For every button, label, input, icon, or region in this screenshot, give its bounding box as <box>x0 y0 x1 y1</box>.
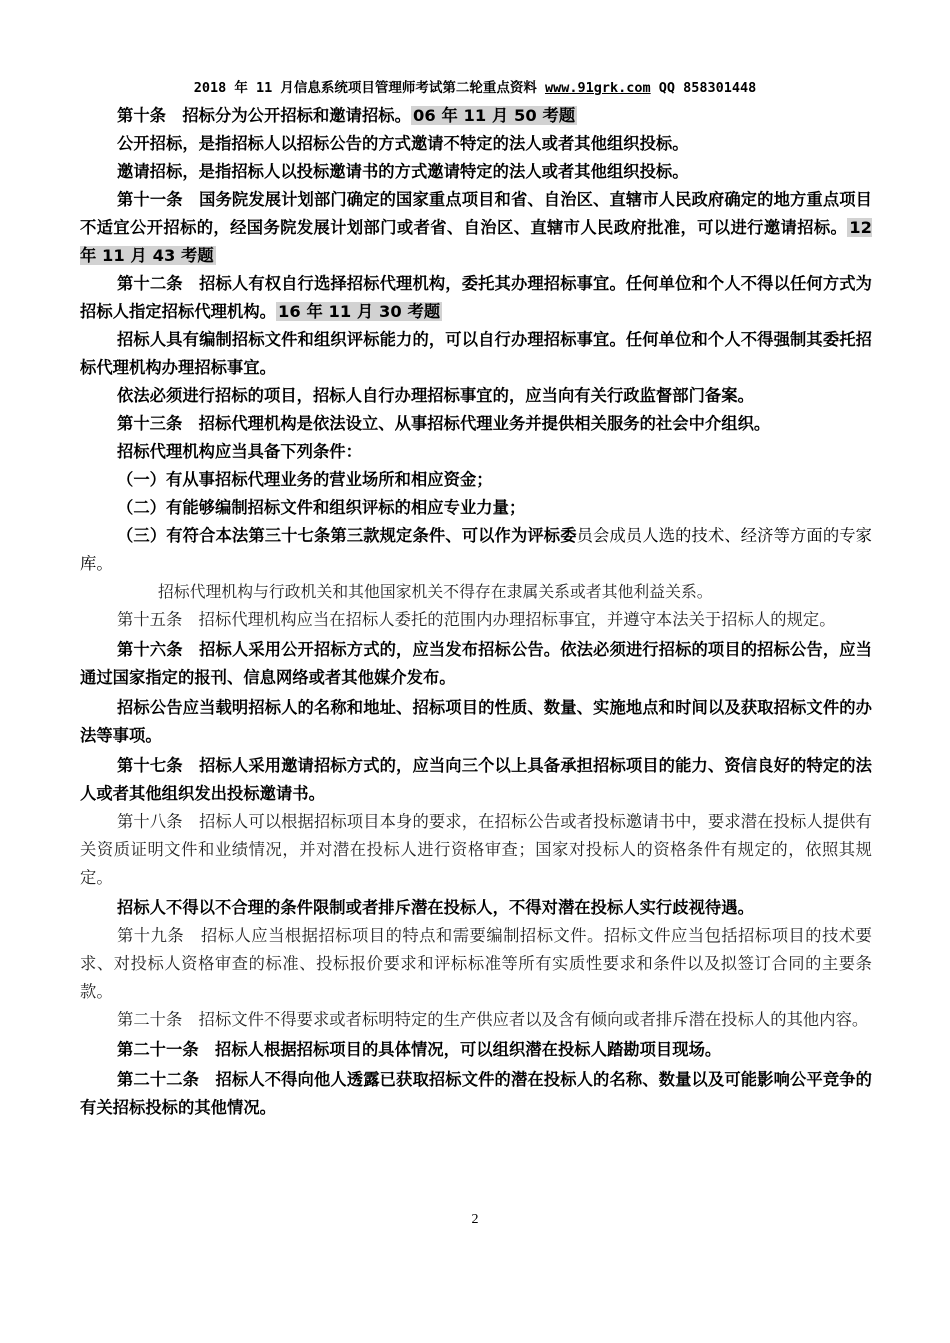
paragraph <box>80 326 872 382</box>
paragraph <box>80 130 872 158</box>
paragraph <box>80 606 872 634</box>
paragraph <box>80 808 872 892</box>
paragraph-text: 第十三条 招标代理机构是依法设立、从事招标代理业务并提供相关服务的社会中介组织。 <box>117 414 771 433</box>
header-url-link[interactable]: www.91grk.com <box>544 80 651 96</box>
paragraph-text: 招标人具有编制招标文件和组织评标能力的，可以自行办理招标事宜。任何单位和个人不得强制其委托招标代理机构办理招标事宜。 <box>80 330 872 377</box>
paragraph-text: 依法必须进行招标的项目，招标人自行办理招标事宜的，应当向有关行政监督部门备案。 <box>117 386 754 405</box>
paragraph-text: 第十五条 招标代理机构应当在招标人委托的范围内办理招标事宜，并遵守本法关于招标人的规定。 <box>117 610 836 629</box>
header-title: 2018 年 11 月信息系统项目管理师考试第二轮重点资料 <box>193 80 545 96</box>
page-number: 2 <box>471 1212 479 1227</box>
paragraph-text: 第十七条 招标人采用邀请招标方式的，应当向三个以上具备承担招标项目的能力、资信良好的特定的法人或者其他组织发出投标邀请书。 <box>80 756 872 803</box>
paragraph-text: （三）有符合本法第三十七条第三款规定条件、可以作为评标委 <box>117 526 577 545</box>
paragraph <box>80 694 872 750</box>
paragraph <box>80 578 872 606</box>
paragraph-text: 第二十二条 招标人不得向他人透露已获取招标文件的潜在投标人的名称、数量以及可能影响公平竞争的有关招标投标的其他情况。 <box>80 1070 872 1117</box>
paragraph <box>80 186 872 270</box>
paragraph <box>80 410 872 438</box>
paragraph <box>80 270 872 326</box>
paragraph <box>80 522 872 578</box>
paragraph <box>80 1036 872 1064</box>
paragraph-text: 第十条 招标分为公开招标和邀请招标。 <box>117 106 411 125</box>
document-body <box>80 102 872 1122</box>
paragraph-text: 第二十条 招标文件不得要求或者标明特定的生产供应者以及含有倾向或者排斥潜在投标人的其他内容。 <box>117 1010 869 1029</box>
paragraph <box>80 102 872 130</box>
exam-reference-highlight: 16 年 11 月 30 考题 <box>277 302 441 321</box>
paragraph-text: 招标人不得以不合理的条件限制或者排斥潜在投标人，不得对潜在投标人实行歧视待遇。 <box>117 898 754 917</box>
paragraph-text: （一）有从事招标代理业务的营业场所和相应资金； <box>117 470 493 489</box>
paragraph-text: 邀请招标，是指招标人以投标邀请书的方式邀请特定的法人或者其他组织投标。 <box>117 162 689 181</box>
paragraph-text: 第十六条 招标人采用公开招标方式的，应当发布招标公告。依法必须进行招标的项目的招标公告，应当通过国家指定的报刊、信息网络或者其他媒介发布。 <box>80 640 872 687</box>
paragraph <box>80 1066 872 1122</box>
paragraph-text: 招标代理机构应当具备下列条件： <box>117 442 362 461</box>
paragraph <box>80 752 872 808</box>
paragraph-text: 第二十一条 招标人根据招标项目的具体情况，可以组织潜在投标人踏勘项目现场。 <box>117 1040 722 1059</box>
paragraph-text: 招标公告应当载明招标人的名称和地址、招标项目的性质、数量、实施地点和时间以及获取招标文件的办法等事项。 <box>80 698 872 745</box>
paragraph-text: 第十二条 招标人有权自行选择招标代理机构，委托其办理招标事宜。任何单位和个人不得以任何方式为招标人指定招标代理机构。 <box>80 274 872 321</box>
exam-reference-highlight: 06 年 11 月 50 考题 <box>412 106 576 125</box>
paragraph <box>80 894 872 922</box>
paragraph-text: 第十八条 招标人可以根据招标项目本身的要求，在招标公告或者投标邀请书中，要求潜在投标人提供有关资质证明文件和业绩情况，并对潜在投标人进行资格审查；国家对投标人的资格条件有规定的，依照其规定。 <box>80 812 872 887</box>
header-qq: QQ 858301448 <box>650 80 757 96</box>
paragraph-text-tail: 员会成员人选的技术、经济等方面的专家库。 <box>80 526 873 573</box>
paragraph <box>80 466 872 494</box>
paragraph-text: 第十一条 国务院发展计划部门确定的国家重点项目和省、自治区、直辖市人民政府确定的地方重点项目不适宜公开招标的，经国务院发展计划部门或者省、自治区、直辖市人民政府批准，可以进行邀请招标。 <box>80 190 872 237</box>
page-header <box>0 79 950 97</box>
paragraph-text: （二）有能够编制招标文件和组织评标的相应专业力量； <box>117 498 526 517</box>
paragraph-text: 第十九条 招标人应当根据招标项目的特点和需要编制招标文件。招标文件应当包括招标项目的技术要求、对投标人资格审查的标准、投标报价要求和评标标准等所有实质性要求和条件以及拟签订合同的主要条款。 <box>80 926 872 1001</box>
paragraph <box>80 1006 872 1034</box>
paragraph <box>80 636 872 692</box>
paragraph-text: 公开招标，是指招标人以招标公告的方式邀请不特定的法人或者其他组织投标。 <box>117 134 689 153</box>
paragraph-text: 招标代理机构与行政机关和其他国家机关不得存在隶属关系或者其他利益关系。 <box>158 582 713 601</box>
paragraph <box>80 494 872 522</box>
paragraph <box>80 438 872 466</box>
paragraph <box>80 382 872 410</box>
exam-reference-highlight: 12 年 11 月 43 考题 <box>80 218 872 265</box>
paragraph <box>80 922 872 1006</box>
paragraph <box>80 158 872 186</box>
